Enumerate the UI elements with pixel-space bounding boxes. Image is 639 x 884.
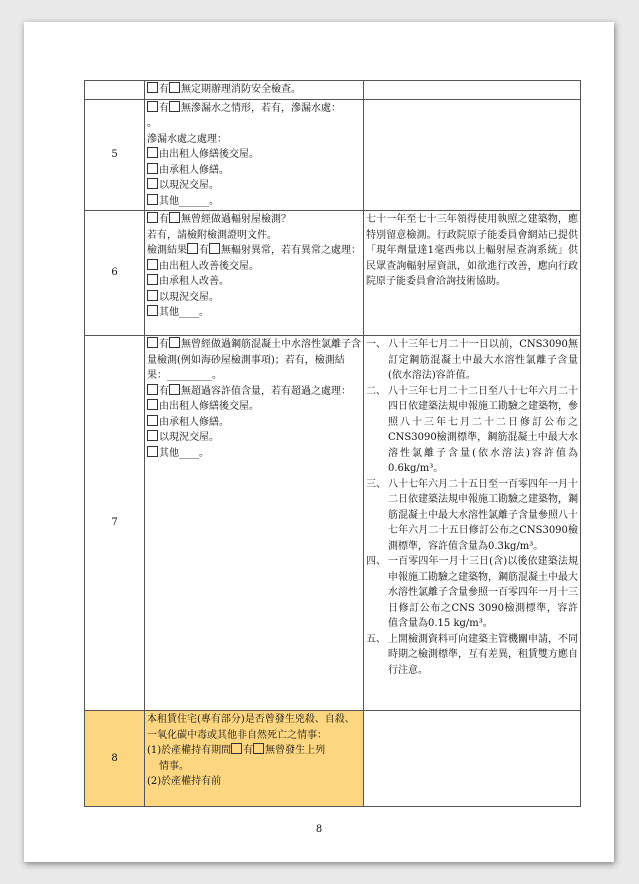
checkbox[interactable] — [147, 415, 158, 426]
content-line: 情事。 — [159, 760, 189, 772]
item-number: 8 — [85, 711, 145, 807]
checkbox[interactable] — [147, 178, 158, 189]
checkbox[interactable] — [187, 243, 198, 254]
checkbox[interactable] — [147, 163, 158, 174]
note-item — [366, 384, 578, 477]
checkbox[interactable] — [147, 212, 158, 223]
note-item — [366, 477, 578, 555]
item-content — [145, 81, 364, 100]
document-page — [24, 22, 614, 862]
content-line: 檢測結果 有 無輻射異常，若有異常之處理： — [147, 245, 361, 256]
content-line: 其他____。 — [147, 305, 361, 321]
item-notes — [364, 81, 581, 100]
item-number: 7 — [85, 336, 145, 711]
table-row — [85, 211, 581, 336]
checklist-table — [84, 80, 581, 807]
content-line: 以現況交屋。 — [147, 290, 361, 306]
content-line: 滲漏水處之處理： — [147, 133, 227, 145]
content-line: 由出租人改善後交屋。 — [147, 259, 361, 275]
checkbox[interactable] — [169, 212, 180, 223]
item-number: 6 — [85, 211, 145, 336]
item-notes — [364, 711, 581, 807]
item-number: 5 — [85, 99, 145, 211]
item-content — [145, 99, 364, 211]
content-line: 本租賃住宅(專有部分)是否曾發生兇殺、自殺、一氧化碳中毒或其他非自然死亡之情事： — [147, 714, 355, 741]
checkbox[interactable] — [147, 147, 158, 158]
note-text: 一百零四年一月十三日(含)以後依建築法規申報施工勘驗之建築物，鋼筋混凝土中最大水溶性氯離子含量參照一百零四年一月十三日修訂公布之CNS 3090檢測標準，容許值含量為0.15 kg/m³。 — [388, 556, 578, 629]
item-notes — [364, 99, 581, 211]
note-marker: 五、 — [366, 633, 386, 645]
content-line: 有 無滲漏水之情形，若有，滲漏水處： — [147, 101, 361, 117]
item-content — [145, 711, 364, 807]
note-marker: 三、 — [366, 478, 386, 490]
table-row — [85, 336, 581, 711]
content-line: 以現況交屋。 — [147, 178, 361, 194]
content-line: (2)於產權持有前 — [147, 776, 222, 787]
content-line: 。 — [147, 118, 157, 129]
content-line: 有 無超過容許值含量，若有超過之處理： — [147, 384, 361, 400]
note-marker: 二、 — [366, 385, 386, 397]
content-line: 有 無定期辦理消防安全檢查。 — [147, 82, 361, 98]
checkbox[interactable] — [147, 194, 158, 205]
content-line: (1)於產權持有期間 有 無曾發生上列 — [147, 745, 326, 756]
item-notes — [364, 211, 581, 336]
page-number: 8 — [315, 824, 323, 835]
item-content — [145, 211, 364, 336]
content-line: 以現況交屋。 — [147, 430, 361, 446]
checkbox[interactable] — [169, 384, 180, 395]
checkbox[interactable] — [169, 82, 180, 93]
content-line: 其他______。 — [147, 194, 361, 210]
checkbox[interactable] — [169, 101, 180, 112]
checkbox[interactable] — [253, 743, 264, 754]
note-text: 七十一年至七十三年領得使用執照之建築物，應特別留意檢測。行政院原子能委員會網站已提供「現年劑量達1毫西弗以上輻射屋查詢系統」供民眾查詢輻射屋資訊，如欲進行改善，應向行政院原子能委員會洽詢技術協助。 — [366, 214, 578, 287]
item-notes — [364, 336, 581, 711]
checkbox[interactable] — [147, 82, 158, 93]
note-marker: 一、 — [366, 339, 386, 350]
notes-list — [366, 337, 578, 678]
note-marker: 四、 — [366, 556, 386, 567]
content-line: 由承租人修繕。 — [147, 163, 361, 179]
checkbox[interactable] — [147, 101, 158, 112]
content-line: 有 無曾經做過輻射屋檢測？ — [147, 212, 361, 228]
checkbox[interactable] — [169, 337, 180, 348]
checkbox[interactable] — [147, 446, 158, 457]
checkbox[interactable] — [231, 743, 242, 754]
content-line: 若有，請檢附檢測證明文件。 — [147, 229, 277, 241]
item-content — [145, 336, 364, 711]
table-row — [85, 99, 581, 211]
note-item — [366, 554, 578, 632]
checkbox[interactable] — [147, 399, 158, 410]
note-text: 八十七年六月二十五日至一百零四年一月十二日依建築法規申報施工勘驗之建築物，鋼筋混凝土中最大水溶性氯離子含量參照八十七年六月二十五日修訂公布之CNS3090檢測標準，容許值含量為0.3kg/m³。 — [388, 478, 578, 552]
content-line: 由出租人修繕後交屋。 — [147, 147, 361, 163]
content-line: 由承租人改善。 — [147, 274, 361, 290]
content-line: 其他____。 — [147, 446, 361, 462]
table-row — [85, 81, 581, 100]
checkbox[interactable] — [147, 259, 158, 270]
checkbox[interactable] — [209, 243, 220, 254]
checkbox[interactable] — [147, 384, 158, 395]
checkbox[interactable] — [147, 430, 158, 441]
table-row — [85, 711, 581, 807]
note-text: 八十三年七月二十一日以前，CNS3090無訂定鋼筋混凝土中最大水溶性氯離子含量(依水溶法)容許值。 — [388, 339, 578, 381]
note-text: 上開檢測資料可向建築主管機關申請，不同時期之檢測標準，互有差異，租賃雙方應自行注意。 — [388, 633, 578, 676]
checkbox[interactable] — [147, 274, 158, 285]
checkbox[interactable] — [147, 337, 158, 348]
note-item — [366, 632, 578, 679]
note-text: 八十三年七月二十二日至八十七年六月二十四日依建築法規申報施工勘驗之建築物，參照八十三年七月二十二日修訂公布之CNS3090檢測標準，鋼筋混凝土中最大水溶性氯離子含量(依水溶法)容許值為0.6kg/m³。 — [388, 385, 578, 474]
note-item — [366, 337, 578, 384]
content-line: 有 無曾經做過鋼筋混凝土中水溶性氯離子含量檢測(例如海砂屋檢測事項)；若有，檢測結果：_________。 — [147, 339, 361, 381]
content-line: 由出租人修繕後交屋。 — [147, 399, 361, 415]
content-line: 由承租人修繕。 — [147, 415, 361, 431]
checkbox[interactable] — [147, 290, 158, 301]
checkbox[interactable] — [147, 305, 158, 316]
item-number — [85, 81, 145, 100]
